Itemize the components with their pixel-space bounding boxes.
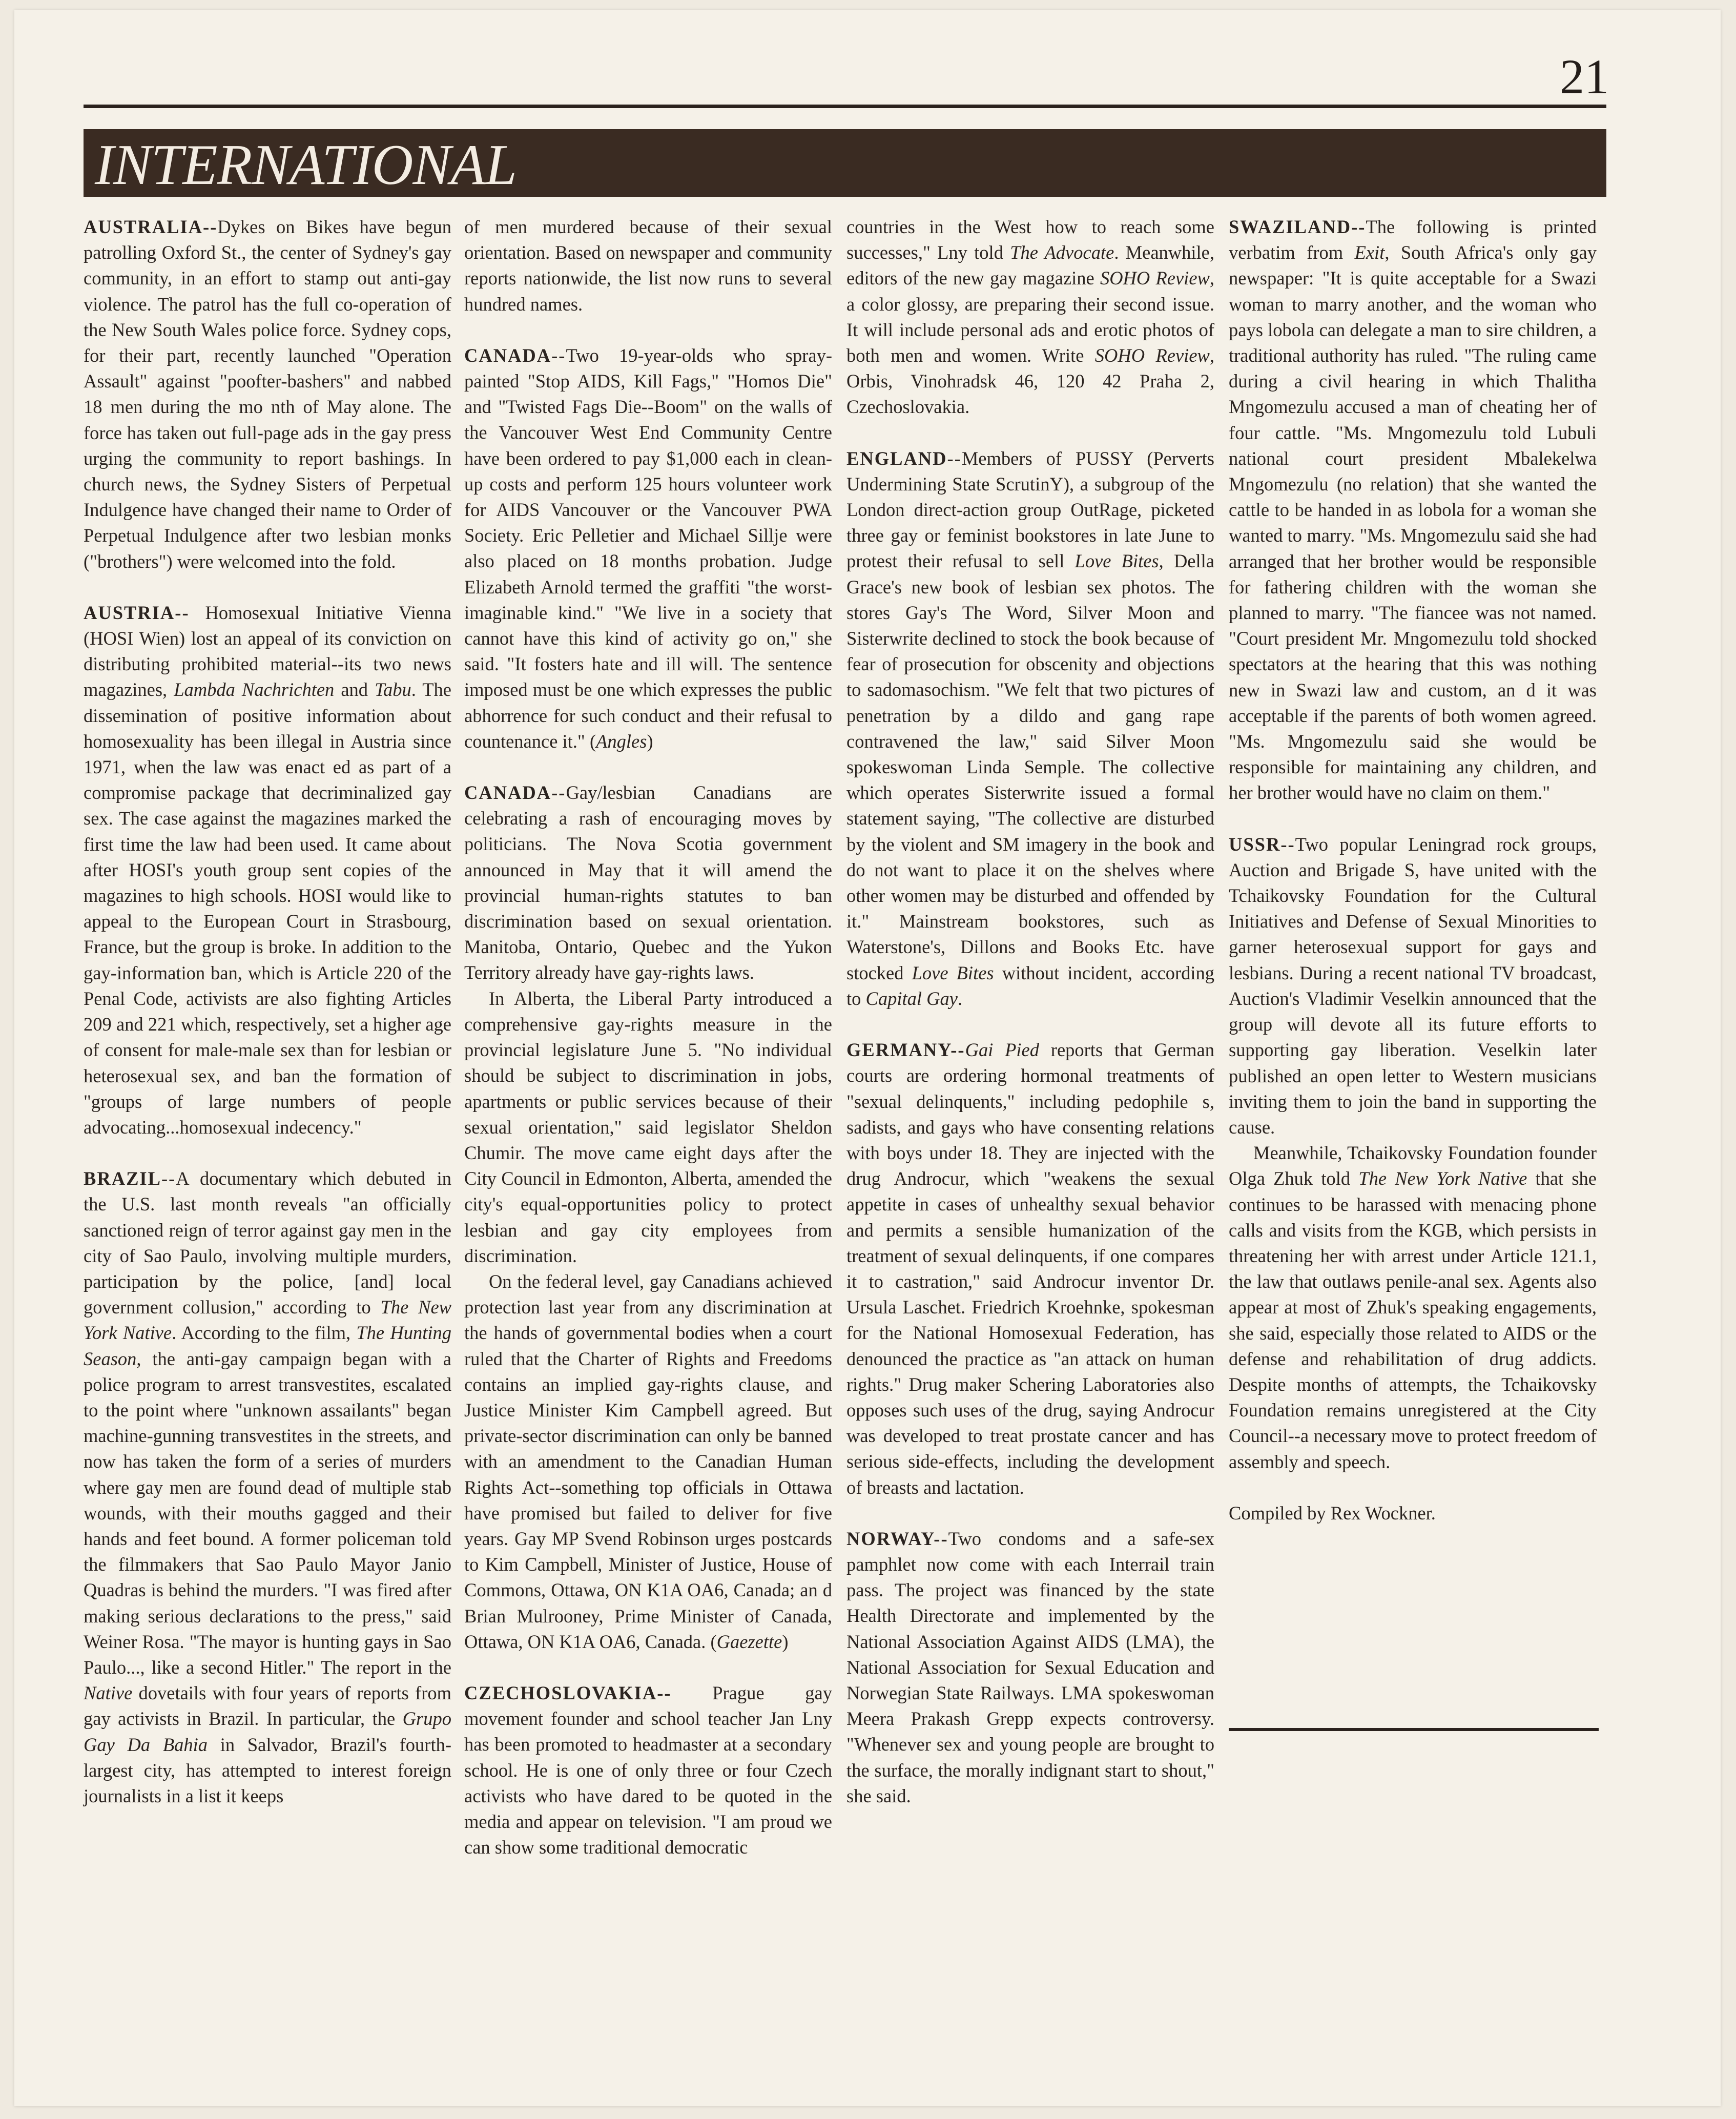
page-number: 21 [1560,49,1609,104]
publication-title: Capital Gay [865,988,958,1009]
article-paragraph [464,1680,832,1860]
paragraph-text: of men murdered because of their sexual orientation. Based on newspaper and community reports nationwide, the list now runs to several hundred names. [464,216,832,315]
paragraph-text: reports that German courts are ordering hormonal treatments of "sexual delinquents," including pedophile s, sadists, and gays who have consenting relations with boys under 18. They are injected with the drug Androcur, which "weakens the sexual appetite in cases of unhealthy sexual behavior and permits a sensible humanization of the treatment of sexual delinquents, if one compares it to castration," said Androcur inventor Dr. Ursula Laschet. Friedrich Kroehnke, spokesman for the National Homosexual Federation, has denounced the practice as "an attack on human rights." Drug maker Schering Laboratories also opposes such uses of the drug, saying Androcur was developed to treat prostate cancer and has serious side-effects, including the development of breasts and lactation. [846,1039,1214,1498]
paragraph-text: Prague gay movement founder and school teacher Jan Lny has been promoted to headmaster at a secondary school. He is one of only three or four Czech activists who have dared to be quoted in the media and appear on television. "I am proud we can show some traditional democratic [464,1682,832,1858]
country-heading: GERMANY-- [846,1039,965,1061]
article-paragraph [84,214,451,574]
country-heading: CZECHOSLOVAKIA-- [464,1682,672,1703]
column-3 [846,214,1214,1835]
publication-title: Gaezette [716,1631,782,1652]
publication-title: Exit [1354,242,1385,263]
article-paragraph [464,1269,832,1655]
article-paragraph [464,986,832,1269]
paragraph-text: countries in the West how to reach some successes," Lny told [846,216,1214,263]
paragraph-text: and [334,679,375,701]
article-paragraph [84,600,451,1140]
paragraph-text: . Meanwhile, editors of the new gay magazine [846,242,1214,289]
paragraph-text: . [957,988,963,1009]
paragraph-text: Gay/lesbian Canadians are celebrating a rash of encouraging moves by politicians. The Nova Scotia government announced in May that it will amend the provincial human-rights statutes to ban discrimination based on sexual orientation. Manitoba, Ontario, Quebec and the Yukon Territory already have gay-rights laws. [464,782,832,983]
publication-title: SOHO Review [1094,345,1210,366]
publication-title: Native [84,1682,133,1704]
paragraph-text: Two condoms and a safe-sex pamphlet now come with each Interrail train pass. The project was financed by the state Health Directorate and implemented by the National Association Against AIDS (LMA), the National Association for Sexual Education and Norwegian State Railways. LMA spokeswoman Meera Prakash Grepp expects controversy. "Whenever sex and young people are brought to the surface, the morally indignant start to shout," she said. [846,1528,1214,1806]
article-paragraph [464,343,832,754]
paragraph-text: , South Africa's only gay newspaper: "It is quite acceptable for a Swazi woman to marry another, and the woman who pays lobola can delegate a man to sire children, a traditional authority has ruled. "The ruling came during a civil hearing in which Thalitha Mngomezulu accused a man of cheating her of four cattle. "Ms. Mngomezulu told Lubuli national court president Mbalekelwa Mngomezulu (no relation) that she wanted the cattle to be handed in as lobola for a woman she wanted to marry. "Ms. Mngomezulu said she had arranged that her brother would be responsible for fathering children with the woman she planned to marry. "The fiancee was not named. "Court president Mr. Mngomezulu told shocked spectators at the hearing that this was nothing new in Swazi law and custom, an d it was acceptable if the parents of both women agreed. "Ms. Mngomezulu said she would be responsible for maintaining any children, and her brother would have no claim on them." [1229,242,1597,804]
article-paragraph [846,214,1214,420]
article-paragraph [1229,214,1597,806]
column-1 [84,214,451,1835]
paragraph-text: ) [782,1631,789,1652]
paragraph-text: , Della Grace's new book of lesbian sex photos. The stores Gay's The Word, Silver Moon and Sisterwrite declined to stock the book because of fear of prosecution for obscenity and objections to sadomasochism. "We felt that two pictures of penetration by a dildo and gang rape contravened the law," said Silver Moon spokeswoman Linda Semple. The collective which operates Sisterwrite issued a formal statement saying, "The collective are disturbed by the violent and SM imagery in the book and do not want to place it on the shelves where other women may be disturbed and offended by it." Mainstream bookstores, such as Waterstone's, Dillons and Books Etc. have stocked [846,550,1214,983]
country-heading: SWAZILAND-- [1229,216,1366,237]
country-heading: NORWAY-- [846,1528,948,1549]
publication-title: The Advocate [1010,242,1114,263]
paragraph-text: Two popular Leningrad rock groups, Auction and Brigade S, have united with the Tchaikovsky Foundation for the Cultural Initiatives and Defense of Sexual Minorities to garner heterosexual support for gays and lesbians. During a recent national TV broadcast, Auction's Vladimir Veselkin announced that the group will devote all its future efforts to supporting gay liberation. Veselkin later published an open letter to Western musicians inviting them to join the band in supporting the cause. [1229,833,1597,1138]
publication-title: Love Bites [912,962,994,983]
country-heading: CANADA-- [464,782,566,804]
column-4 [1229,214,1597,1552]
country-heading: CANADA-- [464,344,566,366]
article-paragraph [464,214,832,317]
publication-title: Love Bites [1074,550,1159,572]
publication-title: The New York Native [1358,1168,1527,1189]
publication-title: The Hunting Season [84,1322,451,1369]
paragraph-text: Homosexual Initiative Vienna (HOSI Wien) lost an appeal of its conviction on distributing prohibited material--its two news magazines, [84,602,451,701]
paragraph-text: Compiled by Rex Wockner. [1229,1502,1436,1524]
article-paragraph [846,446,1214,1012]
paragraph-text: in Salvador, Brazil's fourth-largest city, has attempted to interest foreign journalists in a list it keeps [84,1734,451,1806]
paragraph-text: . According to the film, [172,1322,357,1344]
publication-title: Lambda Nachrichten [174,679,335,701]
article-paragraph [1229,1140,1597,1475]
paragraph-text: , Orbis, Vinohradsk 46, 120 42 Praha 2, Czechoslovakia. [846,345,1214,418]
paragraph-text: Meanwhile, Tchaikovsky Foundation founder Olga Zhuk told [1229,1142,1597,1189]
end-rule [1229,1728,1599,1731]
byline [1229,1500,1597,1526]
article-paragraph [84,1166,451,1809]
section-banner [84,129,1606,197]
paragraph-text: The following is printed verbatim from [1229,216,1597,263]
paragraph-text: ) [647,730,653,752]
paragraph-text: dovetails with four years of reports from gay activists in Brazil. In particular, the [84,1682,451,1730]
country-heading: ENGLAND-- [846,447,962,469]
paragraph-text: Dykes on Bikes have begun patrolling Oxford St., the center of Sydney's gay community, in an effort to stamp out anti-gay violence. The patrol has the full co-operation of the New South Wales police force. Sydney cops, for their part, recently launched "Operation Assault" against "poofter-bashers" and nabbed 18 men during the mo nth of May alone. The force has taken out full-page ads in the gay press urging the community to report bashings. In church news, the Sydney Sisters of Perpetual Indulgence have changed their name to Order of Perpetual Indulgence after two lesbian monks ("brothers") were welcomed into the fold. [84,216,451,572]
paragraph-text: , a color glossy, are preparing their second issue. It will include personal ads and erotic photos of both men and women. Write [846,268,1214,366]
paragraph-text: that she continues to be harassed with menacing phone calls and visits from the KGB, which persists in threatening her with arrest under Article 121.1, the law that outlaws penile-anal sex. Agents also appear at most of Zhuk's speaking engagements, she said, especially those related to AIDS or the defense and rehabilitation of drug addicts. Despite months of attempts, the Tchaikovsky Foundation remains unregistered at the City Council--a necessary move to protect freedom of assembly and speech. [1229,1168,1597,1472]
country-heading: USSR-- [1229,833,1295,855]
publication-title: Angles [596,730,647,752]
paragraph-text: , the anti-gay campaign began with a police program to arrest transvestites, escalated to the point where "unknown assailants" began machine-gunning transvestites in the streets, and now has taken the form of a series of murders where gay men are found dead of multiple stab wounds, with their mouths gagged and their hands and feet bound. A former policeman told the filmmakers that Sao Paulo Mayor Janio Quadras is behind the murders. "I was fired after making serious declarations to the press," said Weiner Rosa. "The mayor is hunting gays in Sao Paulo..., like a second Hitler." The report in the [84,1348,451,1678]
paragraph-text: In Alberta, the Liberal Party introduced a comprehensive gay-rights measure in the provincial legislature June 5. "No individual should be subject to discrimination in jobs, apartments or public services because of their sexual orientation," said legislator Sheldon Chumir. The move came eight days after the City Council in Edmonton, Alberta, amended the city's equal-opportunities policy to protect lesbian and gay city employees from discrimination. [464,988,832,1266]
paragraph-text: . The dissemination of positive information about homosexuality has been illegal in Austria since 1971, when the law was enact ed as part of a compromise package that decriminalized gay sex. The case against the magazines marked the first time the law had been used. It came about after HOSI's youth group sent copies of the magazines to high schools. HOSI would like to appeal to the European Court in Strasbourg, France, but the group is broke. In addition to the gay-information ban, which is Article 220 of the Penal Code, activists are also fighting Articles 209 and 221 which, respectively, set a higher age of consent for male-male sex than for lesbian or heterosexual sex, and ban the formation of "groups of large numbers of people advocating...homosexual indecency." [84,679,451,1138]
paragraph-text: On the federal level, gay Canadians achieved protection last year from any discrimination at the hands of governmental bodies when a court ruled that the Charter of Rights and Freedoms contains an implied gay-rights clause, and Justice Minister Kim Campbell agreed. But private-sector discrimination can only be banned with an amendment to the Canadian Human Rights Act--something top officials in Ottawa have promised but failed to deliver for five years. Gay MP Svend Robinson urges postcards to Kim Campbell, Minister of Justice, House of Commons, Ottawa, ON K1A OA6, Canada; an d Brian Mulrooney, Prime Minister of Canada, Ottawa, ON K1A OA6, Canada. ( [464,1270,832,1652]
paragraph-text: A documentary which debuted in the U.S. last month reveals "an officially sanctioned reign of terror against gay men in the city of Sao Paulo, involving multiple murders, participation by the police, [and] local government collusion," according to [84,1168,451,1318]
publication-title: Gai Pied [965,1039,1040,1061]
publication-title: The New York Native [84,1297,451,1344]
publication-title: Tabu [375,679,411,701]
country-heading: AUSTRIA-- [84,602,190,623]
country-heading: BRAZIL-- [84,1168,176,1189]
article-paragraph [846,1037,1214,1500]
column-2 [464,214,832,1886]
paragraph-text: Two 19-year-olds who spray-painted "Stop AIDS, Kill Fags," "Homos Die" and "Twisted Fags Die--Boom" on the walls of the Vancouver West End Community Centre have been ordered to pay $1,000 each in clean-up costs and perform 125 hours volunteer work for AIDS Vancouver or the Vancouver PWA Society. Eric Pelletier and Michael Sillje were also placed on 18 months probation. Judge Elizabeth Arnold termed the graffiti "the worst-imaginable kind." "We live in a society that cannot have this kind of activity go on," she said. "It fosters hate and ill will. The sentence imposed must be one which expresses the public abhorrence for such conduct and their refusal to countenance it." ( [464,344,832,752]
paragraph-text: without incident, according to [846,962,1215,1009]
country-heading: AUSTRALIA-- [84,216,218,237]
paragraph-text: Members of PUSSY (Perverts Undermining State ScrutinY), a subgroup of the London direct-action group OutRage, picketed three gay or feminist bookstores in late June to protest their refusal to sell [846,447,1214,572]
top-rule [84,105,1606,108]
section-title: INTERNATIONAL [95,133,516,197]
article-paragraph [846,1526,1214,1809]
publication-title: SOHO Review [1100,268,1210,289]
publication-title: Grupo Gay Da Bahia [84,1708,451,1755]
article-paragraph [1229,832,1597,1140]
article-paragraph [464,780,832,986]
